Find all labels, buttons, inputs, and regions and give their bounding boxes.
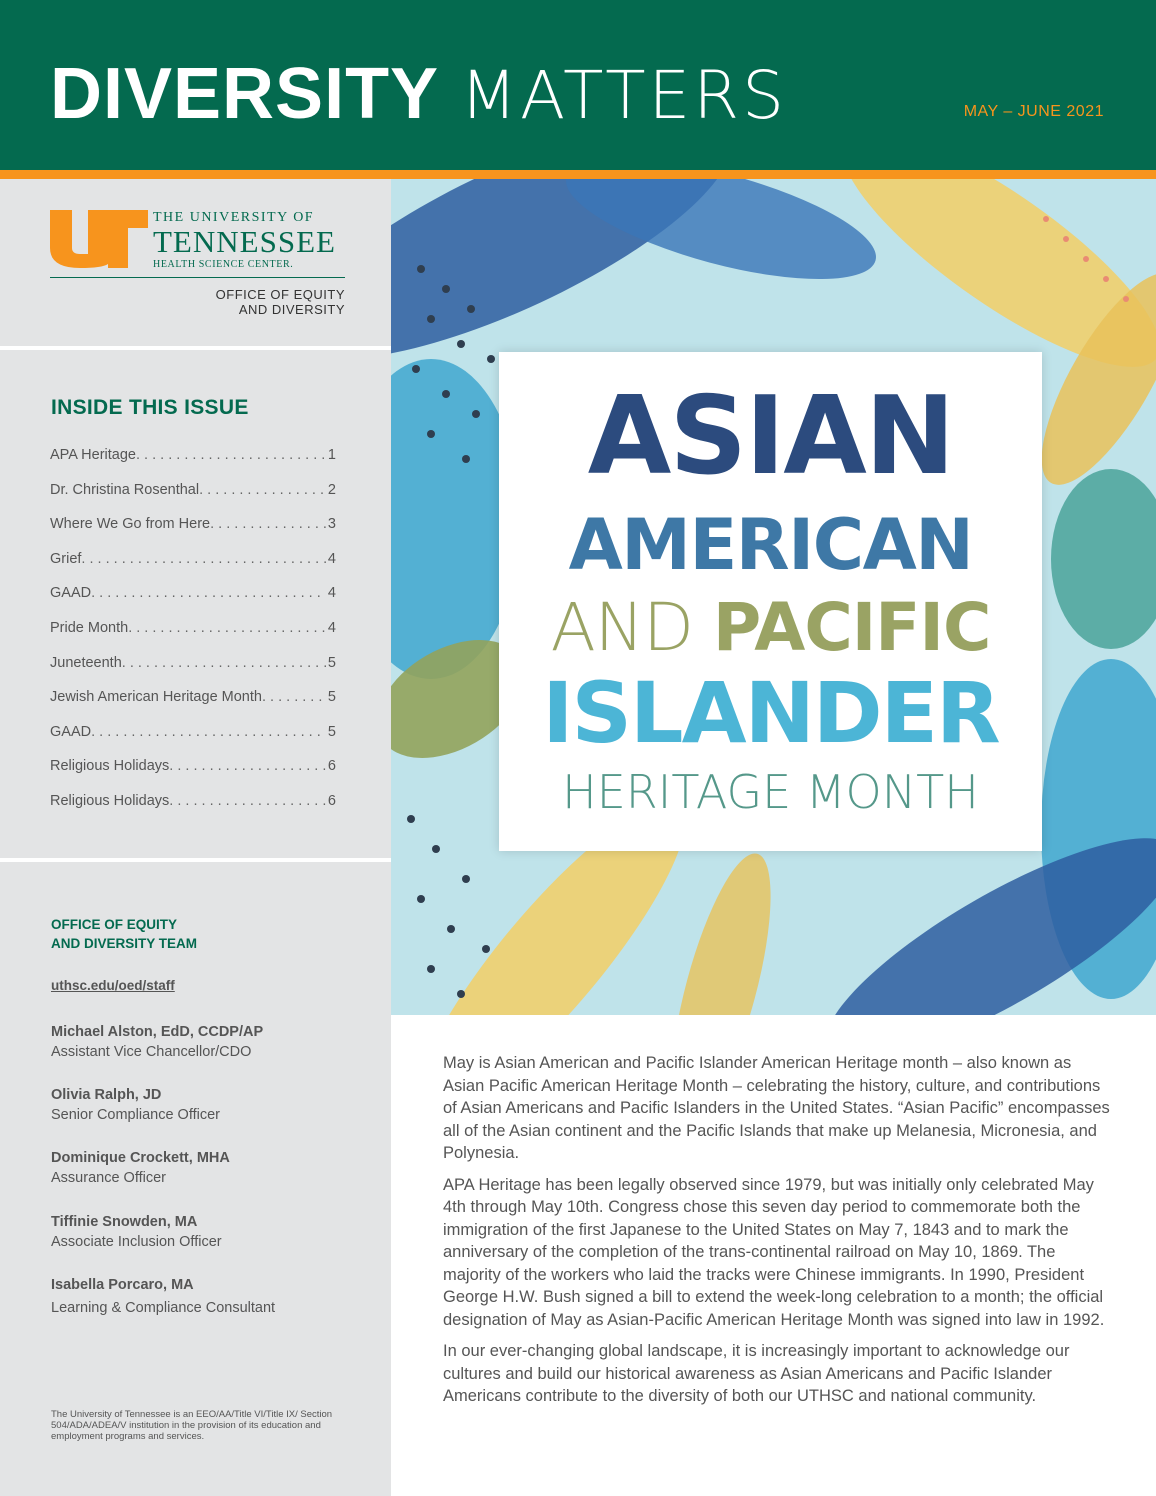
office-line-2: AND DIVERSITY <box>238 302 345 317</box>
team-title-line-2: AND DIVERSITY TEAM <box>51 936 198 951</box>
staff-member <box>51 1276 371 1318</box>
toc-item[interactable] <box>50 551 336 586</box>
hero-line-2: AMERICAN <box>568 504 973 586</box>
hero-line-3 <box>499 589 1042 666</box>
toc-item[interactable] <box>50 689 336 724</box>
table-of-contents <box>50 447 336 828</box>
toc-item-page: 4 <box>327 550 336 567</box>
toc-item[interactable] <box>50 482 336 517</box>
hero-line-1: ASIAN <box>587 374 954 499</box>
toc-item-label: GAAD <box>50 585 92 602</box>
staff-member <box>51 1213 371 1252</box>
staff-member <box>51 1086 371 1125</box>
toc-item-label: GAAD <box>50 723 92 740</box>
heritage-month-card <box>499 352 1042 851</box>
toc-item-page: 5 <box>327 689 336 706</box>
title-light: MATTERS <box>460 57 787 134</box>
toc-leader <box>262 689 326 705</box>
hero-image <box>391 179 1156 1015</box>
toc-item[interactable] <box>50 793 336 828</box>
staff-name: Olivia Ralph, JD <box>51 1087 162 1103</box>
toc-item-label: Jewish American Heritage Month <box>50 689 262 706</box>
toc-item-label: Where We Go from Here <box>50 516 211 533</box>
staff-name: Michael Alston, EdD, CCDP/AP <box>51 1024 264 1040</box>
toc-item-label: Pride Month <box>50 619 129 636</box>
staff-role: Associate Inclusion Officer <box>51 1234 222 1250</box>
toc-item[interactable] <box>50 724 336 759</box>
issue-date: MAY – JUNE 2021 <box>963 103 1104 120</box>
team-title-line-1: OFFICE OF EQUITY <box>51 917 178 932</box>
toc-item-label: Juneteenth <box>50 654 122 671</box>
toc-item-page: 4 <box>327 619 336 636</box>
masthead <box>0 0 1156 170</box>
toc-item-page: 1 <box>327 447 336 463</box>
ut-monogram-icon <box>50 210 150 268</box>
toc-leader <box>91 724 326 740</box>
toc-item-page: 2 <box>327 481 336 498</box>
sidebar-divider <box>0 346 391 350</box>
office-line-1: OFFICE OF EQUITY <box>215 287 345 302</box>
team-title <box>51 915 197 953</box>
toc-item[interactable] <box>50 585 336 620</box>
logo-rule <box>50 277 345 278</box>
toc-item-label: Religious Holidays <box>50 792 170 809</box>
staff-name: Dominique Crockett, MHA <box>51 1150 230 1166</box>
toc-item-page: 5 <box>327 723 336 740</box>
toc-leader <box>91 585 326 601</box>
logo-line-3: HEALTH SCIENCE CENTER. <box>153 259 294 270</box>
staff-link[interactable]: uthsc.edu/oed/staff <box>51 978 175 993</box>
staff-role: Assurance Officer <box>51 1170 166 1186</box>
uthsc-logo <box>50 210 345 325</box>
toc-leader <box>81 551 326 567</box>
article-paragraph: In our ever-changing global landscape, it is increasingly important to acknowledge our cultures and build our historical awareness as Asian Americans and Pacific Islander Americans contribute to the diversity of both our UTHSC and national community. <box>443 1342 1070 1405</box>
toc-item-label: Grief <box>50 550 82 567</box>
toc-leader <box>128 620 326 636</box>
staff-member <box>51 1149 371 1188</box>
sidebar-divider <box>0 858 391 862</box>
toc-item[interactable] <box>50 758 336 793</box>
toc-item-page: 3 <box>327 516 336 533</box>
toc-item-page: 6 <box>327 792 336 809</box>
toc-item-page: 5 <box>327 654 336 671</box>
toc-item-label: Religious Holidays <box>50 758 170 775</box>
toc-leader <box>122 655 326 671</box>
staff-role: Learning & Compliance Consultant <box>51 1300 276 1316</box>
hero-line-4: ISLANDER <box>542 664 999 762</box>
staff-role: Assistant Vice Chancellor/CDO <box>51 1044 252 1060</box>
toc-leader <box>136 447 326 463</box>
staff-role: Senior Compliance Officer <box>51 1107 220 1123</box>
toc-leader <box>169 758 326 774</box>
staff-name: Tiffinie Snowden, MA <box>51 1214 198 1230</box>
logo-line-1: THE UNIVERSITY OF <box>153 210 315 225</box>
eeo-footnote: The University of Tennessee is an EEO/AA/Title VI/Title IX/ Section 504/ADA/ADEA/V institution in the provision of its education and employment programs and services. <box>51 1409 333 1442</box>
article-paragraph: May is Asian American and Pacific Islander American Heritage month – also known as Asian Pacific American Heritage Month – celebrating the history, culture, and contributions of Asian Americans and Pacific Islanders in the United States. “Asian Pacific” encompasses all of the Asian continent and the Pacific Islands that make up Melanesia, Micronesia, and Polynesia. <box>443 1054 1110 1162</box>
hero-line-5: HERITAGE MONTH <box>562 765 979 819</box>
newsletter-title <box>50 54 787 134</box>
toc-item-page: 6 <box>327 758 336 775</box>
toc-item-page: 4 <box>327 585 336 602</box>
toc-item[interactable] <box>50 655 336 690</box>
article-body <box>443 1052 1115 1417</box>
toc-leader <box>210 516 326 532</box>
toc-item-label: APA Heritage <box>50 447 136 463</box>
header-accent-stripe <box>0 170 1156 179</box>
office-label <box>216 287 345 317</box>
article-paragraph: APA Heritage has been legally observed since 1979, but was initially only celebrated May 4th through May 10th. Congress chose this seven day period to commemorate both the immigration of the first Japanese to the United States on May 7, 1843 and to mark the anniversary of the completion of the trans-continental railroad on May 10, 1869. The majority of the workers who laid the tracks were Chinese immigrants. In 1990, President George H.W. Bush signed a bill to extend the week-long celebration to a month; the official designation of May as Asian-Pacific American Heritage Month was signed into law in 1992. <box>443 1175 1105 1329</box>
title-bold: DIVERSITY <box>50 54 440 134</box>
toc-leader <box>169 793 326 809</box>
hero-line-3-bold: PACIFIC <box>712 589 991 666</box>
toc-title: INSIDE THIS ISSUE <box>51 396 249 419</box>
toc-leader <box>199 482 326 498</box>
staff-name: Isabella Porcaro, MA <box>51 1277 194 1293</box>
hero-line-3-light: AND <box>550 589 713 666</box>
toc-item[interactable] <box>50 447 336 482</box>
toc-item[interactable] <box>50 516 336 551</box>
staff-member <box>51 1023 371 1062</box>
logo-line-2: TENNESSEE <box>153 224 336 259</box>
toc-item[interactable] <box>50 620 336 655</box>
toc-item-label: Dr. Christina Rosenthal <box>50 481 200 498</box>
